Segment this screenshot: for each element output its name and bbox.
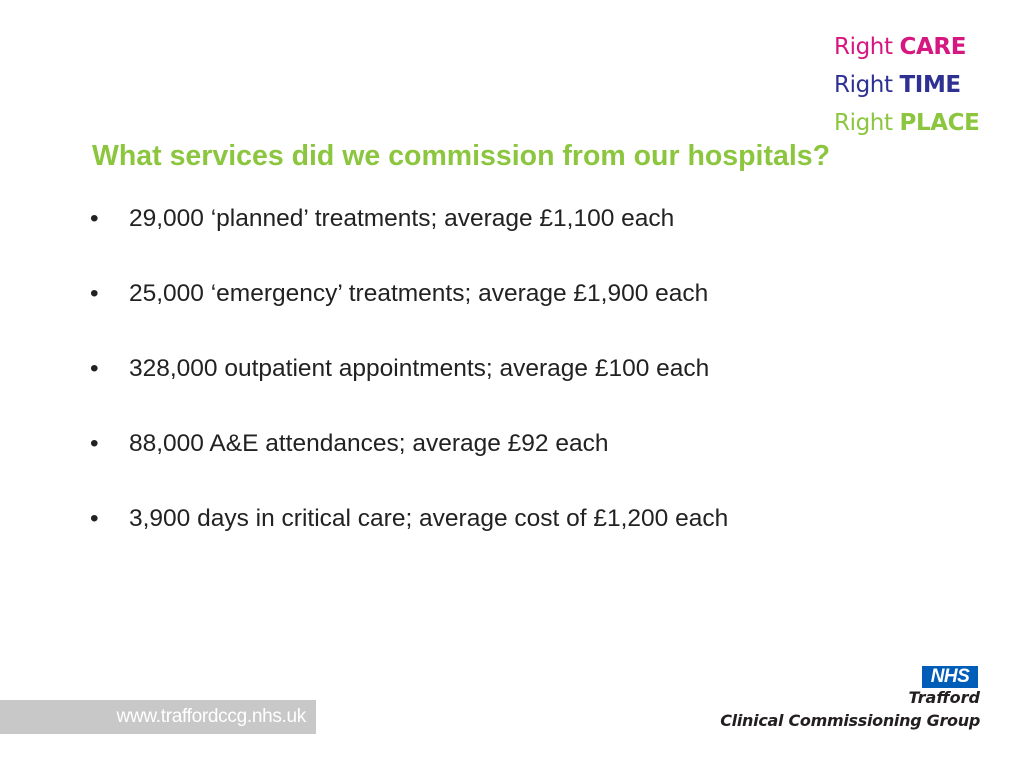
bullet-text: 328,000 outpatient appointments; average £100 each	[129, 355, 710, 382]
tagline-word: Right	[834, 72, 893, 98]
tagline-line-care	[834, 28, 979, 66]
bullet-marker: •	[90, 355, 99, 382]
tagline-word: Right	[834, 34, 893, 60]
nhs-organisation-name: Trafford	[908, 688, 980, 707]
tagline-logo	[834, 28, 979, 142]
bullet-text: 29,000 ‘planned’ treatments; average £1,100 each	[129, 205, 675, 232]
bullet-text: 25,000 ‘emergency’ treatments; average £1,900 each	[129, 280, 709, 307]
tagline-line-time	[834, 66, 979, 104]
footer-url-bar	[0, 700, 316, 734]
nhs-mark: NHS	[922, 666, 978, 688]
tagline-emphasis: TIME	[899, 72, 961, 98]
tagline-emphasis: CARE	[899, 34, 967, 60]
nhs-trafford-logo	[714, 664, 980, 738]
bullet-marker: •	[90, 505, 99, 532]
bullet-marker: •	[90, 430, 99, 457]
tagline-word: Right	[834, 110, 893, 136]
bullet-text: 3,900 days in critical care; average cost of £1,200 each	[129, 505, 729, 532]
slide-title: What services did we commission from our hospitals?	[92, 140, 830, 172]
bullet-marker: •	[90, 280, 99, 307]
tagline-line-place	[834, 104, 979, 142]
tagline-emphasis: PLACE	[899, 110, 980, 136]
footer-url[interactable]: www.traffordccg.nhs.uk	[116, 706, 306, 727]
bullet-text: 88,000 A&E attendances; average £92 each	[129, 430, 609, 457]
bullet-marker: •	[90, 205, 99, 232]
nhs-organisation-subtitle: Clinical Commissioning Group	[720, 711, 980, 730]
